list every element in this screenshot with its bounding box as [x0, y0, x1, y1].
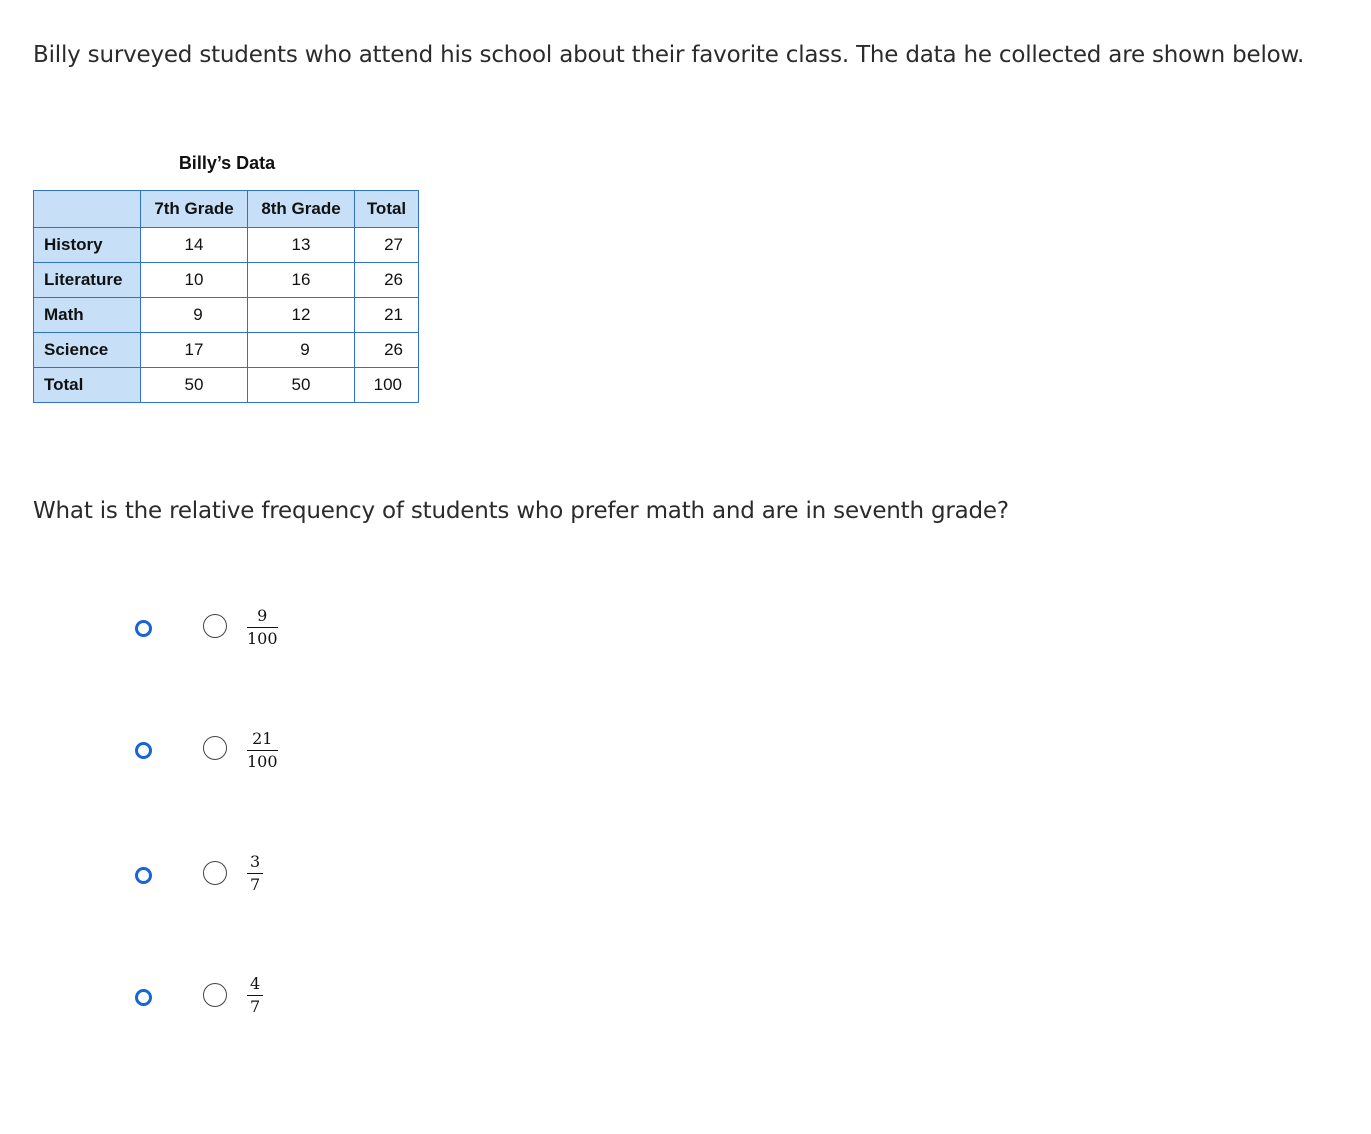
option-bullet-icon: [135, 620, 152, 637]
table-header-row: [34, 191, 419, 228]
fraction-numerator: 21: [247, 730, 278, 751]
cell-7th-grade: 10: [141, 263, 248, 298]
option-fraction: [247, 975, 263, 1016]
question-prompt: Billy surveyed students who attend his school about their favorite class. The data he collected are shown below.: [33, 42, 1305, 68]
option-fraction: [247, 607, 278, 648]
option-fraction: [247, 730, 278, 771]
cell-7th-grade: 17: [141, 333, 248, 368]
fraction-denominator: 100: [247, 752, 278, 771]
cell-8th-grade: 50: [248, 368, 355, 403]
answer-option[interactable]: [130, 598, 430, 658]
cell-total: 27: [355, 228, 419, 263]
cell-total: 21: [355, 298, 419, 333]
cell-total: 26: [355, 333, 419, 368]
table-row: [34, 298, 419, 333]
radio-button[interactable]: [203, 861, 227, 885]
fraction-numerator: 3: [247, 853, 263, 874]
table-title: Billy’s Data: [178, 153, 276, 173]
row-label: Math: [34, 298, 141, 333]
answer-option[interactable]: [130, 845, 430, 905]
answer-option[interactable]: [130, 967, 430, 1027]
row-label: History: [34, 228, 141, 263]
question-text: What is the relative frequency of students who prefer math and are in seventh grade?: [33, 498, 1009, 524]
table-row: [34, 228, 419, 263]
fraction-denominator: 7: [250, 997, 261, 1016]
fraction-numerator: 9: [247, 607, 278, 628]
option-bullet-icon: [135, 867, 152, 884]
table-row: [34, 263, 419, 298]
table-row: [34, 368, 419, 403]
answer-option[interactable]: [130, 720, 430, 780]
option-bullet-icon: [135, 989, 152, 1006]
cell-7th-grade: 9: [141, 298, 248, 333]
fraction-numerator: 4: [247, 975, 263, 996]
row-label: Science: [34, 333, 141, 368]
option-fraction: [247, 853, 263, 894]
cell-8th-grade: 16: [248, 263, 355, 298]
cell-total: 26: [355, 263, 419, 298]
header-total: Total: [355, 191, 419, 228]
data-table: [33, 190, 419, 403]
cell-7th-grade: 50: [141, 368, 248, 403]
row-label: Total: [34, 368, 141, 403]
cell-total: 100: [355, 368, 419, 403]
cell-7th-grade: 14: [141, 228, 248, 263]
cell-8th-grade: 13: [248, 228, 355, 263]
cell-8th-grade: 12: [248, 298, 355, 333]
table-row: [34, 333, 419, 368]
fraction-denominator: 7: [250, 875, 261, 894]
header-7th-grade: 7th Grade: [141, 191, 248, 228]
radio-button[interactable]: [203, 614, 227, 638]
option-bullet-icon: [135, 742, 152, 759]
radio-button[interactable]: [203, 983, 227, 1007]
fraction-denominator: 100: [247, 629, 278, 648]
header-corner-cell: [34, 191, 141, 228]
row-label: Literature: [34, 263, 141, 298]
radio-button[interactable]: [203, 736, 227, 760]
cell-8th-grade: 9: [248, 333, 355, 368]
header-8th-grade: 8th Grade: [248, 191, 355, 228]
